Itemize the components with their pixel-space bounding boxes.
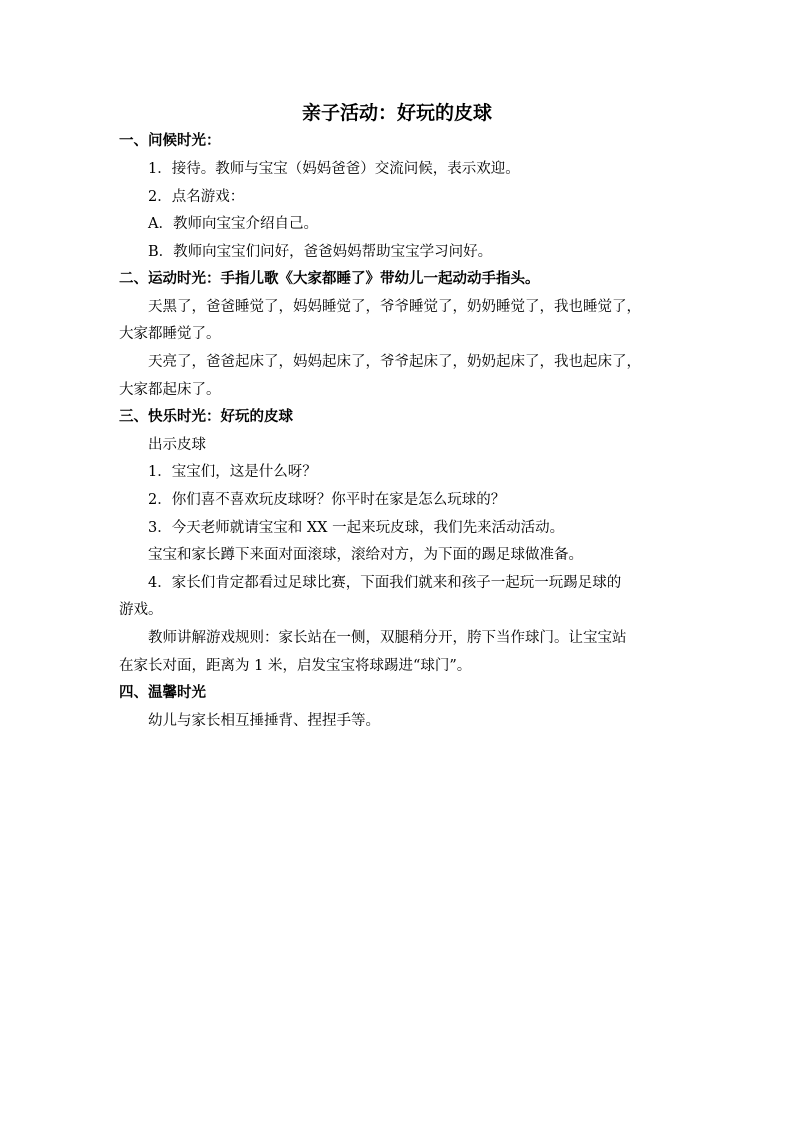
list-item: A．教师向宝宝介绍自己。: [148, 216, 318, 232]
list-item: 1．宝宝们，这是什么呀？: [148, 464, 317, 480]
paragraph-line: 出示皮球: [148, 437, 206, 453]
list-item: 2．你们喜不喜欢玩皮球呀？你平时在家是怎么玩球的？: [148, 492, 506, 508]
paragraph-line: 天亮了，爸爸起床了，妈妈起床了，爷爷起床了，奶奶起床了，我也起床了，: [148, 354, 641, 370]
page-title: 亲子活动：好玩的皮球: [301, 102, 492, 124]
paragraph-line: 大家都起床了。: [119, 382, 221, 398]
list-item: 3．今天老师就请宝宝和 XX 一起来玩皮球，我们先来活动活动。: [148, 520, 565, 536]
paragraph-line: 宝宝和家长蹲下来面对面滚球，滚给对方，为下面的踢足球做准备。: [148, 547, 583, 563]
list-item: 2．点名游戏：: [148, 189, 245, 205]
list-item: 4．家长们肯定都看过足球比赛，下面我们就来和孩子一起玩一玩踢足球的: [148, 575, 622, 591]
section-heading-fun: 三、快乐时光：好玩的皮球: [119, 409, 293, 425]
paragraph-line: 天黑了，爸爸睡觉了，妈妈睡觉了，爷爷睡觉了，奶奶睡觉了，我也睡觉了，: [148, 299, 641, 315]
paragraph-line: 游戏。: [119, 602, 163, 618]
paragraph-line: 大家都睡觉了。: [119, 326, 221, 342]
section-heading-warm: 四、温馨时光: [119, 685, 206, 701]
paragraph-line: 幼儿与家长相互捶捶背、捏捏手等。: [148, 713, 380, 729]
list-item: 1．接待。教师与宝宝（妈妈爸爸）交流问候，表示欢迎。: [148, 161, 520, 177]
paragraph-line: 教师讲解游戏规则：家长站在一侧，双腿稍分开，胯下当作球门。让宝宝站: [148, 630, 627, 646]
paragraph-line: 在家长对面，距离为 1 米，启发宝宝将球踢进“球门”。: [119, 658, 472, 674]
section-heading-greeting: 一、问候时光：: [119, 133, 221, 149]
list-item: B．教师向宝宝们问好，爸爸妈妈帮助宝宝学习问好。: [148, 244, 493, 260]
section-heading-exercise: 二、运动时光：手指儿歌《大家都睡了》带幼儿一起动动手指头。: [119, 271, 540, 287]
